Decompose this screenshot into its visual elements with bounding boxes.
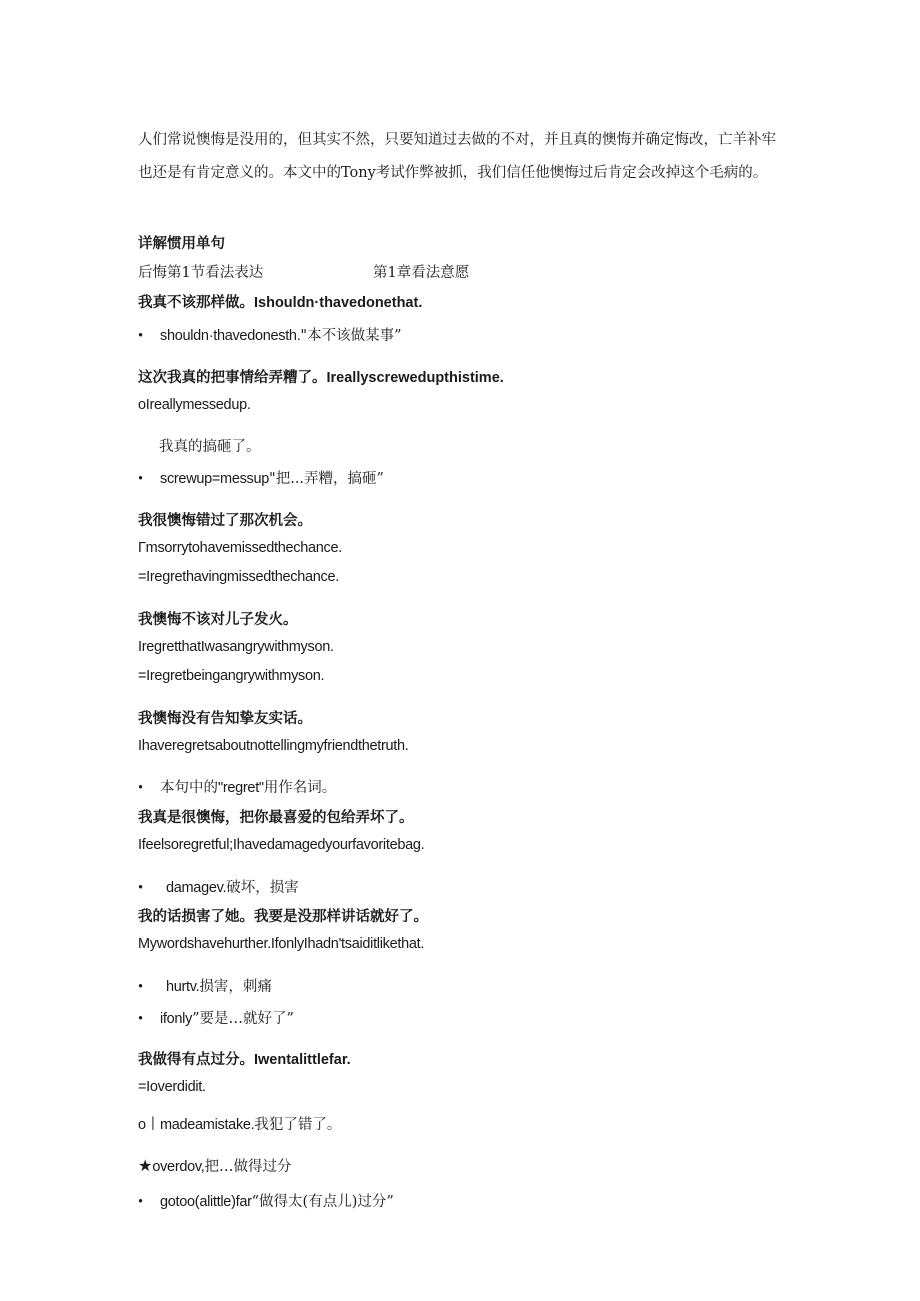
- example-line: =Iregretbeingangrywithmyson.: [138, 668, 325, 684]
- bullet-marker: •: [138, 328, 144, 344]
- bullet-marker: •: [138, 880, 144, 896]
- intro-paragraph: 人们常说懊悔是没用的，但其实不然，只要知道过去做的不对，并且真的懊悔并确定悔改，亡羊补牢也还是有肯定意义的。本文中的Tony考试作弊被抓，我们信任他懊悔过后肯定会改掉这个毛病的。: [138, 132, 776, 181]
- bullet-cn: 破坏，损害: [226, 880, 299, 896]
- bullet-marker: •: [138, 1011, 144, 1027]
- sentence-heading-7: 我的话损害了她。我要是没那样讲话就好了。: [138, 909, 428, 925]
- bullet-marker: •: [138, 780, 144, 796]
- bullet-marker: •: [138, 471, 144, 487]
- bullet-cn: "把...弄糟，搞砸”: [269, 471, 384, 487]
- example-line: =Ioverdidit.: [138, 1079, 206, 1095]
- example-line: Γmsorrytohavemissedthechance.: [138, 540, 342, 556]
- bullet-cn: "本不该做某事”: [300, 328, 402, 344]
- example-line: [138, 1113, 341, 1134]
- bullet-cn: “做得太(有点儿)过分”: [251, 1194, 394, 1210]
- example-line: oIreallymessedup.: [138, 397, 251, 413]
- sentence-heading-1: 我真不该那样做。Ishouldn·thavedonethat.: [138, 295, 423, 311]
- star-note-en: overdov,: [152, 1159, 205, 1175]
- example-line: =Iregrethavingmissedthechance.: [138, 569, 339, 585]
- star-icon: ★: [138, 1156, 153, 1175]
- bullet-en: damagev.: [166, 880, 227, 896]
- example-en: o丨madeamistake.: [138, 1117, 255, 1133]
- bullet-item: [138, 876, 299, 897]
- bullet-marker: •: [138, 1194, 144, 1210]
- bullet-item: [138, 324, 402, 345]
- sentence-heading-3: 我很懊悔错过了那次机会。: [138, 513, 312, 529]
- bullet-item: [138, 776, 336, 797]
- bullet-cn: 损害，刺痛: [199, 979, 272, 995]
- bullet-marker: •: [138, 979, 144, 995]
- bullet-item: [138, 1007, 294, 1028]
- bullet-en: gotoo(alittle)far: [160, 1194, 252, 1210]
- sentence-heading-6: 我真是很懊悔，把你最喜爱的包给弄坏了。: [138, 810, 414, 826]
- subtitle-left: 后悔第1节看法表达: [138, 265, 264, 281]
- sentence-heading-2: 这次我真的把事情给弄糟了。Ireallyscrewedupthistime.: [138, 370, 504, 386]
- subtitle-right: 第1章看法意愿: [373, 265, 470, 281]
- bullet-en: shouldn·thavedonesth.: [160, 328, 301, 344]
- bullet-item: [138, 975, 272, 996]
- example-cn: 我犯了错了。: [254, 1117, 342, 1133]
- example-line: Ihaveregretsaboutnottellingmyfriendthetruth.: [138, 738, 409, 754]
- bullet-en: ifonly: [160, 1011, 193, 1027]
- star-note-cn: 把…做得过分: [204, 1159, 292, 1175]
- bullet-item: [138, 467, 384, 488]
- bullet-item: [138, 1190, 394, 1211]
- sentence-heading-4: 我懊悔不该对儿子发火。: [138, 612, 298, 628]
- example-line: Ifeelsoregretful;Ihavedamagedyourfavoritebag.: [138, 837, 425, 853]
- section-title: 详解惯用单句: [138, 236, 225, 252]
- example-line: Mywordshavehurther.IfonlyIhadn'tsaiditlikethat.: [138, 936, 425, 952]
- bullet-en: hurtv.: [166, 979, 200, 995]
- bullet-cn: 本句中的: [160, 780, 218, 796]
- bullet-en: screwup=messup: [160, 471, 270, 487]
- bullet-cn: 用作名词。: [263, 780, 337, 796]
- bullet-cn: ”要是…就好了”: [192, 1011, 294, 1027]
- example-translation: 我真的搞砸了。: [159, 439, 261, 455]
- sentence-heading-8: 我做得有点过分。Iwentalittlefar.: [138, 1052, 351, 1068]
- example-line: IregretthatIwasangrywithmyson.: [138, 639, 334, 655]
- sentence-heading-5: 我懊悔没有告知挚友实话。: [138, 711, 312, 727]
- bullet-en: "regret": [218, 780, 264, 796]
- star-note: [138, 1155, 291, 1176]
